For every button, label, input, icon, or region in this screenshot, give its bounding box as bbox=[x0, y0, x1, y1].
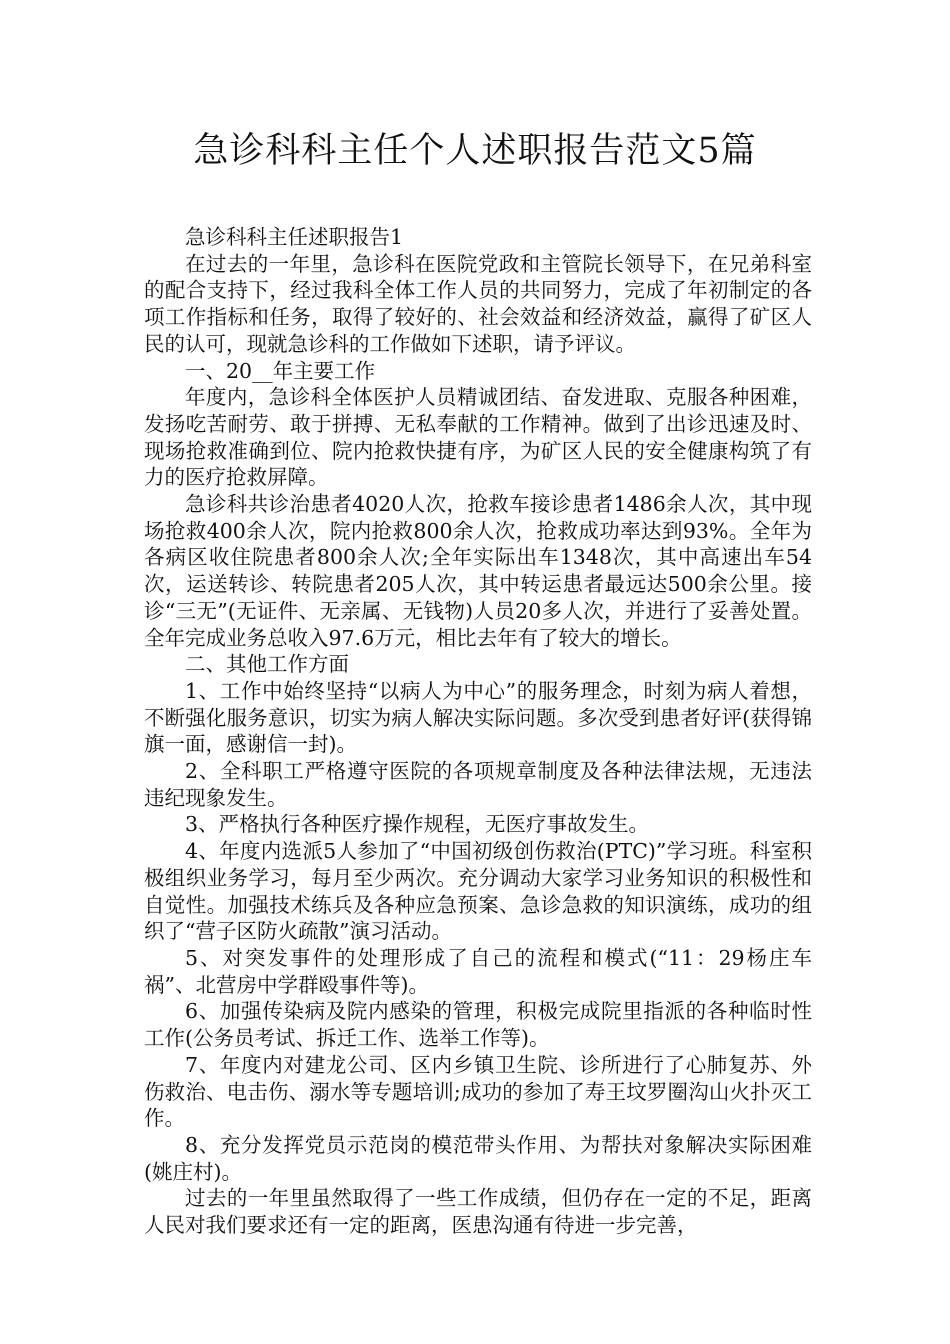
document-body bbox=[144, 224, 812, 1239]
section-heading: 急诊科科主任述职报告1 bbox=[185, 225, 404, 249]
paragraph: 过去的一年里虽然取得了一些工作成绩，但仍存在一定的不足，距离人民对我们要求还有一定的距离，医患沟通有待进一步完善， bbox=[144, 1186, 812, 1238]
section-heading: 二、其他工作方面 bbox=[185, 652, 349, 677]
document-title: 急诊科科主任个人述职报告范文5篇 bbox=[193, 131, 757, 171]
list-item: 7、年度内对建龙公司、区内乡镇卫生院、诊所进行了心肺复苏、外伤救治、电击伤、溺水等专题培训;成功的参加了寿王坟罗圈沟山火扑灭工作。 bbox=[144, 1052, 812, 1131]
paragraph: 在过去的一年里，急诊科在医院党政和主管院长领导下，在兄弟科室的配合支持下，经过我科全体工作人员的共同努力，完成了年初制定的各项工作指标和任务，取得了较好的、社会效益和经济效益，赢得了矿区人民的认可，现就急诊科的工作做如下述职，请予评议。 bbox=[144, 251, 812, 356]
paragraph: 急诊科共诊治患者4020人次，抢救车接诊患者1486余人次，其中现场抢救400余人次，院内抢救800余人次，抢救成功率达到93%。全年为各病区收住院患者800余人次;全年实际出车1348次，其中高速出车54次，运送转诊、转院患者205人次，其中转运患者最远达500余公里。接诊“三无”(无证件、无亲属、无钱物)人员20多人次，并进行了妥善处置。全年完成业务总收入97.6万元，相比去年有了较大的增长。 bbox=[144, 492, 812, 650]
list-item: 6、加强传染病及院内感染的管理，积极完成院里指派的各种临时性工作(公务员考试、拆迁工作、选举工作等)。 bbox=[144, 999, 812, 1051]
paragraph: 年度内，急诊科全体医护人员精诚团结、奋发进取、克服各种困难，发扬吃苦耐劳、敢于拼搏、无私奉献的工作精神。做到了出诊迅速及时、现场抢救准确到位、院内抢救快捷有序，为矿区人民的安全健康构筑了有力的医疗抢救屏障。 bbox=[144, 385, 812, 490]
list-item: 8、充分发挥党员示范岗的模范带头作用、为帮扶对象解决实际困难(姚庄村)。 bbox=[144, 1132, 812, 1184]
list-item: 3、严格执行各种医疗操作规程，无医疗事故发生。 bbox=[185, 812, 650, 837]
section-heading: 一、20__年主要工作 bbox=[185, 358, 376, 383]
list-item: 5、对突发事件的处理形成了自己的流程和模式(“11：29杨庄车祸”、北营房中学群殴事件等)。 bbox=[144, 945, 812, 997]
list-item: 4、年度内选派5人参加了“中国初级创伤救治(PTC)”学习班。科室积极组织业务学习，每月至少两次。充分调动大家学习业务知识的积极性和自觉性。加强技术练兵及各种应急预案、急诊急救的知识演练，成功的组织了“营子区防火疏散”演习活动。 bbox=[144, 839, 812, 944]
list-item: 1、工作中始终坚持“以病人为中心”的服务理念，时刻为病人着想，不断强化服务意识，切实为病人解决实际问题。多次受到患者好评(获得锦旗一面，感谢信一封)。 bbox=[144, 678, 812, 757]
list-item: 2、全科职工严格遵守医院的各项规章制度及各种法律法规，无违法违纪现象发生。 bbox=[144, 759, 812, 810]
